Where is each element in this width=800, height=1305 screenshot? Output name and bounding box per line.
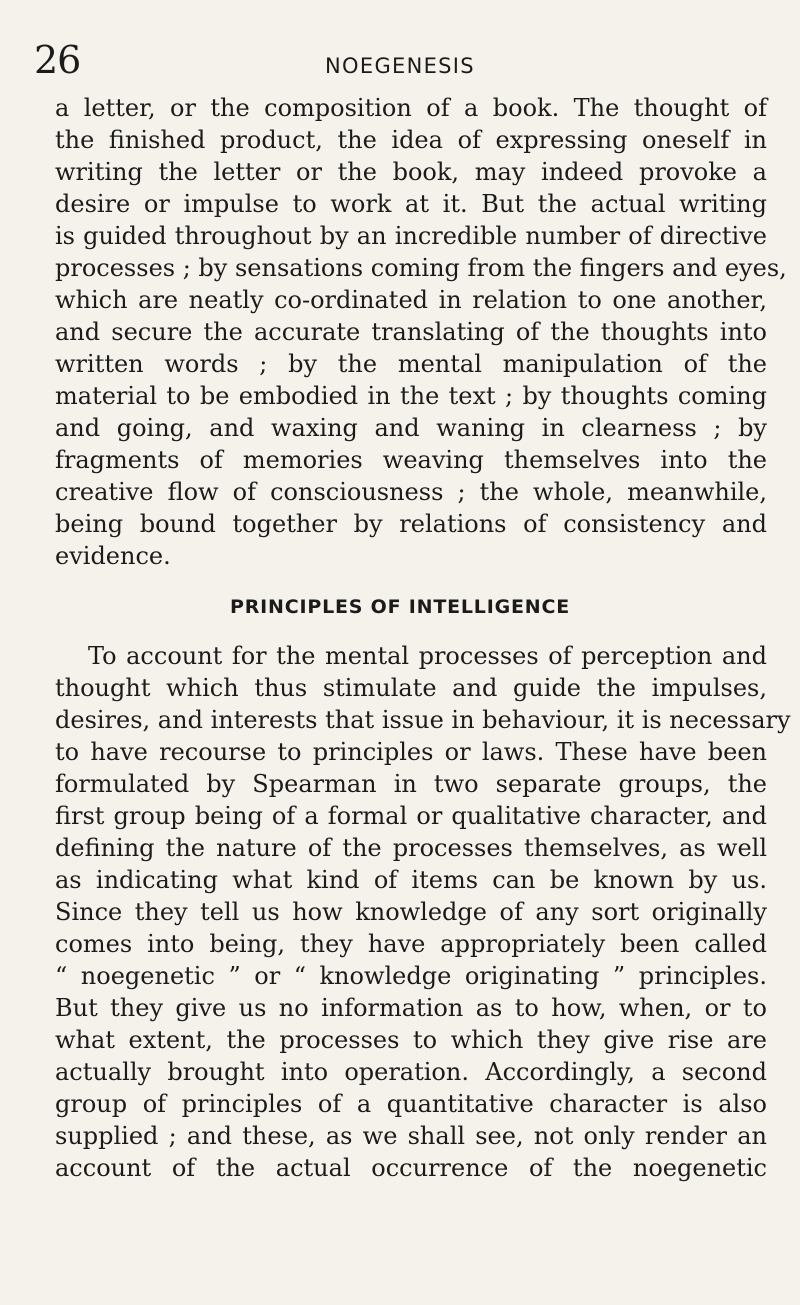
text-line: as indicating what kind of items can be known by us. bbox=[55, 866, 767, 894]
text-line: to have recourse to principles or laws. These have been bbox=[55, 738, 767, 766]
text-line: But they give us no information as to how, when, or to bbox=[55, 994, 767, 1022]
text-line: supplied ; and these, as we shall see, not only render an bbox=[55, 1122, 767, 1150]
text-line: material to be embodied in the text ; by thoughts coming bbox=[55, 382, 767, 410]
text-line: written words ; by the mental manipulation of the bbox=[55, 350, 767, 378]
text-line: being bound together by relations of consistency and bbox=[55, 510, 767, 538]
page-number: 26 bbox=[34, 38, 81, 82]
text-line: To account for the mental processes of perception and bbox=[88, 642, 767, 670]
running-title: NOEGENESIS bbox=[325, 54, 475, 78]
text-line: comes into being, they have appropriately been called bbox=[55, 930, 767, 958]
text-line: group of principles of a quantitative character is also bbox=[55, 1090, 767, 1118]
text-line: fragments of memories weaving themselves into the bbox=[55, 446, 767, 474]
text-line: and secure the accurate translating of the thoughts into bbox=[55, 318, 767, 346]
text-line: desires, and interests that issue in behaviour, it is necessary bbox=[55, 706, 791, 734]
text-line: account of the actual occurrence of the noegenetic bbox=[55, 1154, 767, 1182]
text-line: formulated by Spearman in two separate groups, the bbox=[55, 770, 767, 798]
text-line: processes ; by sensations coming from the fingers and eyes, bbox=[55, 254, 787, 282]
text-line: Since they tell us how knowledge of any sort originally bbox=[55, 898, 767, 926]
text-line: which are neatly co-ordinated in relation to one another, bbox=[55, 286, 767, 314]
text-line: thought which thus stimulate and guide the impulses, bbox=[55, 674, 767, 702]
section-heading: PRINCIPLES OF INTELLIGENCE bbox=[230, 596, 570, 618]
text-line: evidence. bbox=[55, 542, 171, 570]
text-line: first group being of a formal or qualitative character, and bbox=[55, 802, 767, 830]
text-line: what extent, the processes to which they give rise are bbox=[55, 1026, 767, 1054]
text-line: a letter, or the composition of a book. The thought of bbox=[55, 94, 767, 122]
text-line: “ noegenetic ” or “ knowledge originating ” principles. bbox=[55, 962, 767, 990]
text-line: defining the nature of the processes themselves, as well bbox=[55, 834, 767, 862]
text-line: is guided throughout by an incredible number of directive bbox=[55, 222, 767, 250]
text-line: the finished product, the idea of expressing oneself in bbox=[55, 126, 767, 154]
text-line: creative flow of consciousness ; the whole, meanwhile, bbox=[55, 478, 767, 506]
text-line: writing the letter or the book, may indeed provoke a bbox=[55, 158, 767, 186]
text-line: actually brought into operation. Accordingly, a second bbox=[55, 1058, 767, 1086]
text-line: desire or impulse to work at it. But the actual writing bbox=[55, 190, 767, 218]
text-line: and going, and waxing and waning in clearness ; by bbox=[55, 414, 767, 442]
